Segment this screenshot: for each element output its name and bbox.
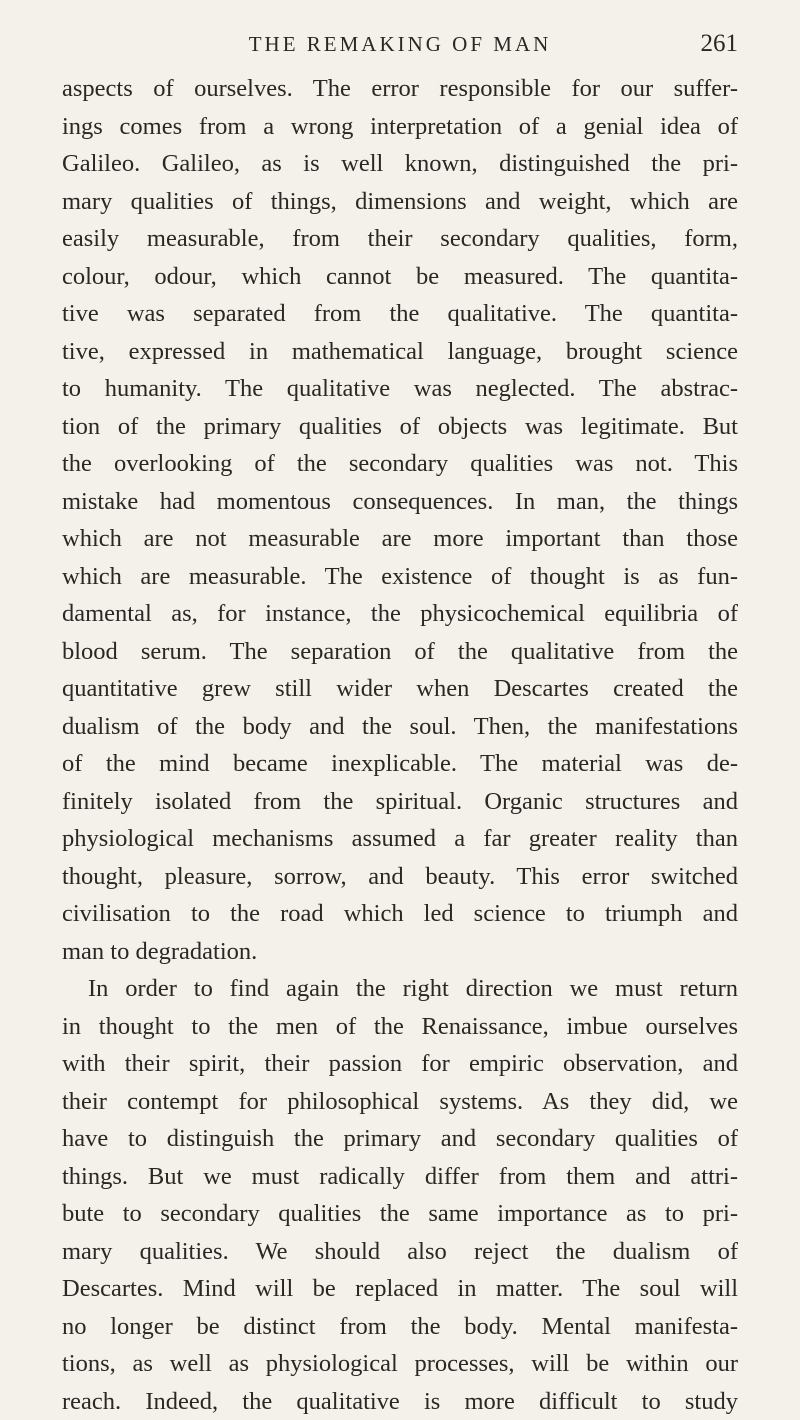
- text-line: of the mind became inexplicable. The material was de-: [62, 745, 738, 783]
- text-line: mary qualities. We should also reject the dualism of: [62, 1233, 738, 1271]
- text-line: blood serum. The separation of the qualitative from the: [62, 633, 738, 671]
- text-line: things. But we must radically differ from them and attri-: [62, 1158, 738, 1196]
- text-line: In order to find again the right direction we must return: [62, 970, 738, 1008]
- text-line: reach. Indeed, the qualitative is more difficult to study: [62, 1383, 738, 1420]
- text-line: mary qualities of things, dimensions and weight, which are: [62, 183, 738, 221]
- text-line: thought, pleasure, sorrow, and beauty. This error switched: [62, 858, 738, 896]
- text-line: bute to secondary qualities the same importance as to pri-: [62, 1195, 738, 1233]
- text-line: dualism of the body and the soul. Then, the manifestations: [62, 708, 738, 746]
- text-line: mistake had momentous consequences. In man, the things: [62, 483, 738, 521]
- text-line: tive was separated from the qualitative. The quantita-: [62, 295, 738, 333]
- text-line: their contempt for philosophical systems. As they did, we: [62, 1083, 738, 1121]
- text-line: have to distinguish the primary and secondary qualities of: [62, 1120, 738, 1158]
- text-line: civilisation to the road which led science to triumph and: [62, 895, 738, 933]
- page-number: 261: [701, 30, 739, 58]
- text-line: the overlooking of the secondary qualities was not. This: [62, 445, 738, 483]
- text-line: colour, odour, which cannot be measured. The quantita-: [62, 258, 738, 296]
- text-line: Descartes. Mind will be replaced in matter. The soul will: [62, 1270, 738, 1308]
- text-line: which are measurable. The existence of thought is as fun-: [62, 558, 738, 596]
- text-line: tions, as well as physiological processes, will be within our: [62, 1345, 738, 1383]
- text-line: man to degradation.: [62, 933, 738, 971]
- running-title: THE REMAKING OF MAN: [62, 32, 738, 57]
- text-line: tive, expressed in mathematical language, brought science: [62, 333, 738, 371]
- text-line: which are not measurable are more important than those: [62, 520, 738, 558]
- text-line: in thought to the men of the Renaissance, imbue ourselves: [62, 1008, 738, 1046]
- body-text: [62, 70, 738, 1420]
- text-line: aspects of ourselves. The error responsible for our suffer-: [62, 70, 738, 108]
- text-line: easily measurable, from their secondary qualities, form,: [62, 220, 738, 258]
- text-line: damental as, for instance, the physicochemical equilibria of: [62, 595, 738, 633]
- text-line: physiological mechanisms assumed a far greater reality than: [62, 820, 738, 858]
- running-head: [62, 30, 738, 60]
- text-line: finitely isolated from the spiritual. Organic structures and: [62, 783, 738, 821]
- text-line: tion of the primary qualities of objects was legitimate. But: [62, 408, 738, 446]
- text-line: to humanity. The qualitative was neglected. The abstrac-: [62, 370, 738, 408]
- text-line: Galileo. Galileo, as is well known, distinguished the pri-: [62, 145, 738, 183]
- text-line: no longer be distinct from the body. Mental manifesta-: [62, 1308, 738, 1346]
- text-line: quantitative grew still wider when Descartes created the: [62, 670, 738, 708]
- text-line: with their spirit, their passion for empiric observation, and: [62, 1045, 738, 1083]
- text-line: ings comes from a wrong interpretation of a genial idea of: [62, 108, 738, 146]
